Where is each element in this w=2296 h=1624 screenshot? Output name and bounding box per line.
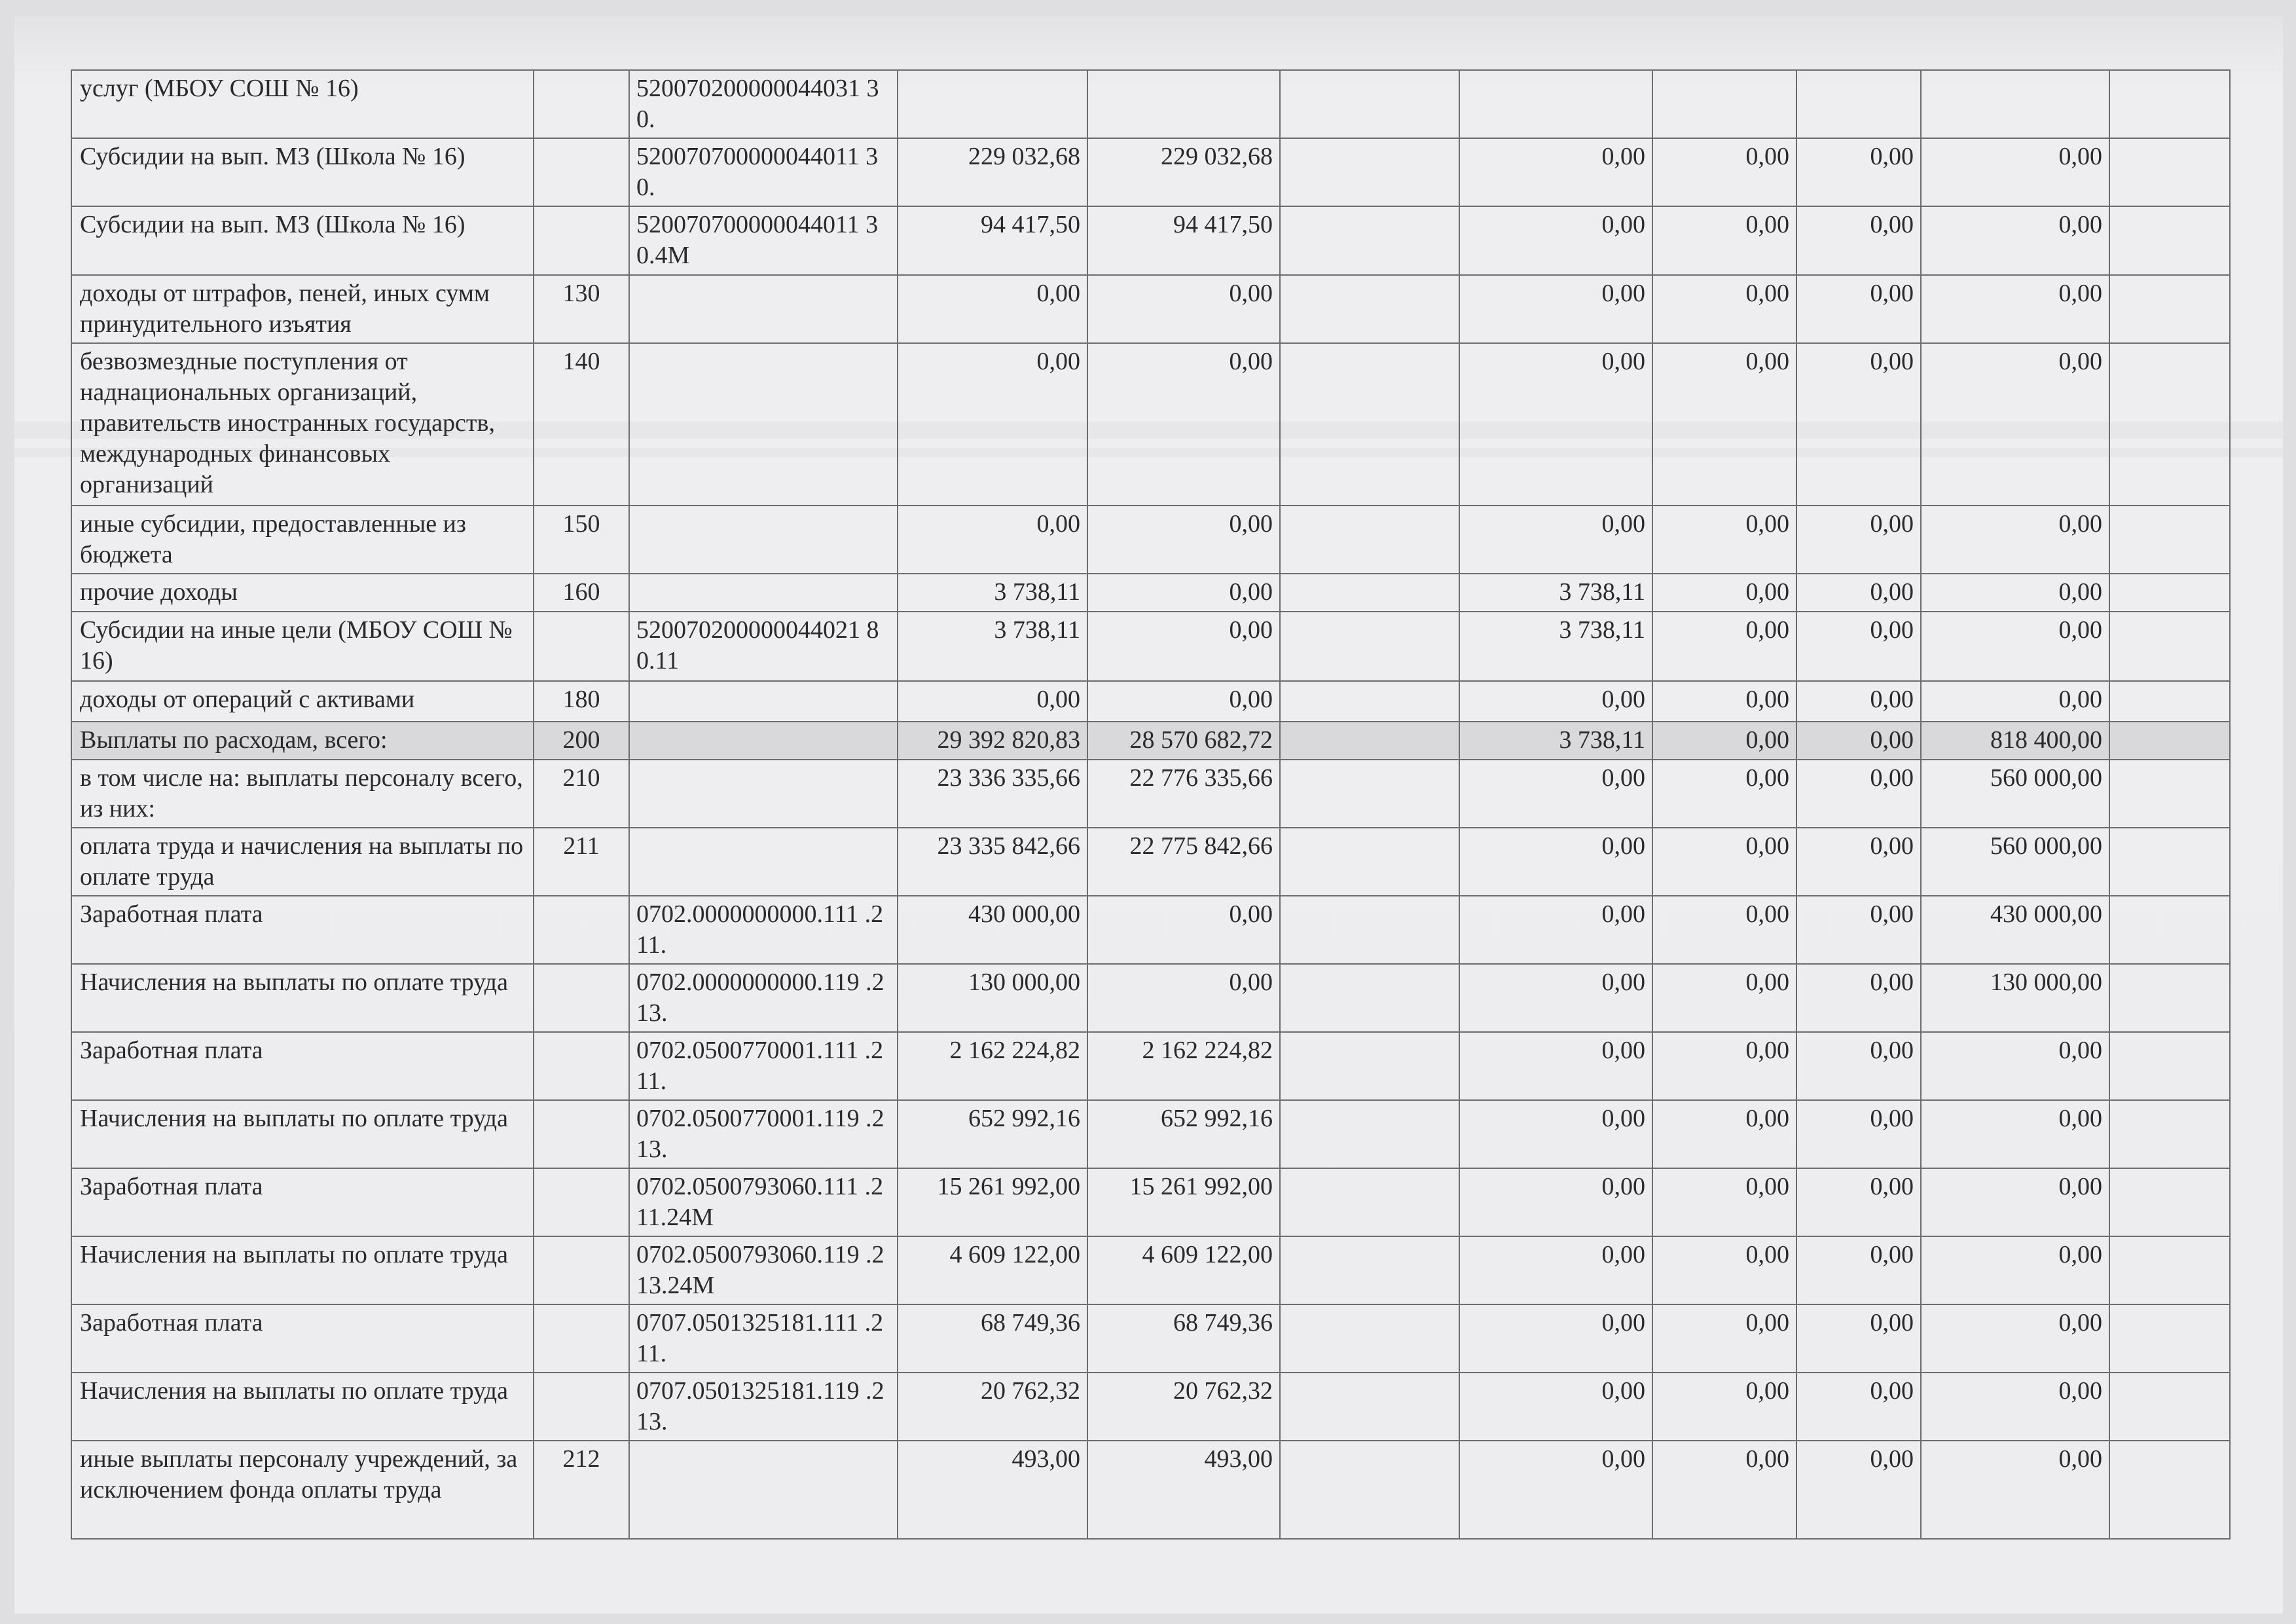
row-name-cell: Субсидии на вып. МЗ (Школа № 16) [71, 206, 534, 275]
column-11-cell [2109, 1236, 2230, 1304]
paid-services-cell: 0,00 [1921, 1100, 2109, 1168]
column-5-cell [1280, 1236, 1459, 1304]
row-name-cell: доходы от операций с активами [71, 681, 534, 722]
other-purpose-subsidy-cell: 0,00 [1459, 506, 1652, 574]
column-7-cell: 0,00 [1652, 1441, 1796, 1539]
column-11-cell [2109, 70, 2230, 138]
column-11-cell [2109, 1100, 2230, 1168]
kbk-code-cell [629, 275, 898, 343]
column-11-cell [2109, 275, 2230, 343]
table-row [71, 964, 2230, 1032]
row-name-cell: Заработная плата [71, 896, 534, 964]
municipal-task-subsidy-cell: 652 992,16 [1087, 1100, 1280, 1168]
row-code-cell: 160 [534, 574, 629, 612]
kbk-code-cell [629, 1441, 898, 1539]
other-purpose-subsidy-cell: 0,00 [1459, 828, 1652, 896]
other-purpose-subsidy-cell: 3 738,11 [1459, 612, 1652, 681]
column-5-cell [1280, 828, 1459, 896]
total-cell: 0,00 [898, 506, 1087, 574]
paid-services-cell: 0,00 [1921, 1032, 2109, 1100]
table-row [71, 206, 2230, 275]
table-row [71, 681, 2230, 722]
municipal-task-subsidy-cell: 22 775 842,66 [1087, 828, 1280, 896]
column-8-cell: 0,00 [1796, 760, 1921, 828]
paid-services-cell: 0,00 [1921, 206, 2109, 275]
municipal-task-subsidy-cell: 0,00 [1087, 343, 1280, 506]
column-5-cell [1280, 722, 1459, 760]
table-row [71, 1373, 2230, 1441]
kbk-code-cell: 520070700000044011 30. [629, 138, 898, 206]
municipal-task-subsidy-cell: 2 162 224,82 [1087, 1032, 1280, 1100]
table-row [71, 1168, 2230, 1236]
column-8-cell: 0,00 [1796, 1373, 1921, 1441]
column-8-cell: 0,00 [1796, 1441, 1921, 1539]
column-7-cell: 0,00 [1652, 1032, 1796, 1100]
row-name-cell: Субсидии на вып. МЗ (Школа № 16) [71, 138, 534, 206]
municipal-task-subsidy-cell: 0,00 [1087, 574, 1280, 612]
column-8-cell: 0,00 [1796, 1032, 1921, 1100]
other-purpose-subsidy-cell: 0,00 [1459, 760, 1652, 828]
kbk-code-cell [629, 343, 898, 506]
other-purpose-subsidy-cell: 0,00 [1459, 896, 1652, 964]
total-cell: 3 738,11 [898, 612, 1087, 681]
row-name-cell: Начисления на выплаты по оплате труда [71, 964, 534, 1032]
row-code-cell: 200 [534, 722, 629, 760]
column-11-cell [2109, 722, 2230, 760]
column-8-cell: 0,00 [1796, 681, 1921, 722]
kbk-code-cell: 0702.0500770001.119 .213. [629, 1100, 898, 1168]
table-row [71, 138, 2230, 206]
total-cell: 4 609 122,00 [898, 1236, 1087, 1304]
row-name-cell: прочие доходы [71, 574, 534, 612]
other-purpose-subsidy-cell: 0,00 [1459, 964, 1652, 1032]
column-11-cell [2109, 138, 2230, 206]
column-5-cell [1280, 1441, 1459, 1539]
column-8-cell: 0,00 [1796, 1236, 1921, 1304]
row-code-cell [534, 1100, 629, 1168]
paid-services-cell: 0,00 [1921, 574, 2109, 612]
column-11-cell [2109, 760, 2230, 828]
kbk-code-cell: 0702.0000000000.111 .211. [629, 896, 898, 964]
column-7-cell: 0,00 [1652, 722, 1796, 760]
total-cell: 229 032,68 [898, 138, 1087, 206]
column-11-cell [2109, 506, 2230, 574]
row-name-cell: Заработная плата [71, 1168, 534, 1236]
other-purpose-subsidy-cell: 0,00 [1459, 1032, 1652, 1100]
other-purpose-subsidy-cell: 0,00 [1459, 681, 1652, 722]
row-code-cell [534, 896, 629, 964]
other-purpose-subsidy-cell: 0,00 [1459, 1441, 1652, 1539]
column-7-cell [1652, 70, 1796, 138]
column-8-cell: 0,00 [1796, 506, 1921, 574]
municipal-task-subsidy-cell: 493,00 [1087, 1441, 1280, 1539]
total-cell: 20 762,32 [898, 1373, 1087, 1441]
table-row [71, 1236, 2230, 1304]
other-purpose-subsidy-cell: 0,00 [1459, 275, 1652, 343]
table-row [71, 612, 2230, 681]
kbk-code-cell [629, 828, 898, 896]
column-5-cell [1280, 138, 1459, 206]
column-11-cell [2109, 681, 2230, 722]
row-code-cell [534, 206, 629, 275]
other-purpose-subsidy-cell: 0,00 [1459, 206, 1652, 275]
column-8-cell: 0,00 [1796, 828, 1921, 896]
kbk-code-cell: 0702.0500793060.119 .213.24М [629, 1236, 898, 1304]
column-11-cell [2109, 896, 2230, 964]
column-8-cell: 0,00 [1796, 612, 1921, 681]
kbk-code-cell: 0707.0501325181.119 .213. [629, 1373, 898, 1441]
column-11-cell [2109, 612, 2230, 681]
paid-services-cell: 0,00 [1921, 138, 2109, 206]
kbk-code-cell [629, 760, 898, 828]
column-5-cell [1280, 1373, 1459, 1441]
paid-services-cell: 0,00 [1921, 506, 2109, 574]
kbk-code-cell: 0702.0000000000.119 .213. [629, 964, 898, 1032]
kbk-code-cell: 520070700000044011 30.4М [629, 206, 898, 275]
row-name-cell: услуг (МБОУ СОШ № 16) [71, 70, 534, 138]
column-8-cell [1796, 70, 1921, 138]
row-code-cell: 130 [534, 275, 629, 343]
total-cell: 0,00 [898, 275, 1087, 343]
total-cell: 3 738,11 [898, 574, 1087, 612]
column-11-cell [2109, 1304, 2230, 1373]
row-name-cell: иные субсидии, предоставленные из бюджета [71, 506, 534, 574]
table-row [71, 1100, 2230, 1168]
row-code-cell [534, 1304, 629, 1373]
total-cell: 652 992,16 [898, 1100, 1087, 1168]
column-8-cell: 0,00 [1796, 574, 1921, 612]
column-11-cell [2109, 828, 2230, 896]
row-code-cell [534, 1168, 629, 1236]
total-cell: 130 000,00 [898, 964, 1087, 1032]
paid-services-cell: 0,00 [1921, 681, 2109, 722]
column-11-cell [2109, 1168, 2230, 1236]
municipal-task-subsidy-cell: 15 261 992,00 [1087, 1168, 1280, 1236]
municipal-task-subsidy-cell: 68 749,36 [1087, 1304, 1280, 1373]
total-cell: 493,00 [898, 1441, 1087, 1539]
column-5-cell [1280, 1168, 1459, 1236]
row-name-cell: в том числе на: выплаты персоналу всего, из них: [71, 760, 534, 828]
table-row [71, 828, 2230, 896]
row-code-cell [534, 964, 629, 1032]
row-code-cell [534, 612, 629, 681]
column-7-cell: 0,00 [1652, 138, 1796, 206]
column-8-cell: 0,00 [1796, 275, 1921, 343]
municipal-task-subsidy-cell: 229 032,68 [1087, 138, 1280, 206]
row-code-cell [534, 70, 629, 138]
column-5-cell [1280, 206, 1459, 275]
municipal-task-subsidy-cell: 20 762,32 [1087, 1373, 1280, 1441]
column-5-cell [1280, 612, 1459, 681]
row-code-cell: 212 [534, 1441, 629, 1539]
row-name-cell: Начисления на выплаты по оплате труда [71, 1373, 534, 1441]
column-7-cell: 0,00 [1652, 275, 1796, 343]
municipal-task-subsidy-cell: 94 417,50 [1087, 206, 1280, 275]
row-code-cell: 210 [534, 760, 629, 828]
column-5-cell [1280, 1032, 1459, 1100]
kbk-code-cell [629, 574, 898, 612]
kbk-code-cell [629, 506, 898, 574]
other-purpose-subsidy-cell: 0,00 [1459, 1168, 1652, 1236]
column-8-cell: 0,00 [1796, 1100, 1921, 1168]
municipal-task-subsidy-cell: 4 609 122,00 [1087, 1236, 1280, 1304]
row-name-cell: Начисления на выплаты по оплате труда [71, 1236, 534, 1304]
total-cell: 0,00 [898, 681, 1087, 722]
column-5-cell [1280, 506, 1459, 574]
column-7-cell: 0,00 [1652, 760, 1796, 828]
total-cell: 2 162 224,82 [898, 1032, 1087, 1100]
column-11-cell [2109, 574, 2230, 612]
municipal-task-subsidy-cell: 0,00 [1087, 506, 1280, 574]
municipal-task-subsidy-cell: 0,00 [1087, 612, 1280, 681]
paid-services-cell: 0,00 [1921, 1168, 2109, 1236]
column-7-cell: 0,00 [1652, 681, 1796, 722]
column-8-cell: 0,00 [1796, 1168, 1921, 1236]
column-7-cell: 0,00 [1652, 506, 1796, 574]
other-purpose-subsidy-cell: 0,00 [1459, 1236, 1652, 1304]
row-name-cell: Субсидии на иные цели (МБОУ СОШ № 16) [71, 612, 534, 681]
row-code-cell: 140 [534, 343, 629, 506]
other-purpose-subsidy-cell: 3 738,11 [1459, 574, 1652, 612]
row-code-cell [534, 138, 629, 206]
other-purpose-subsidy-cell: 0,00 [1459, 343, 1652, 506]
kbk-code-cell: 0702.0500793060.111 .211.24М [629, 1168, 898, 1236]
row-code-cell [534, 1032, 629, 1100]
column-8-cell: 0,00 [1796, 896, 1921, 964]
table-row [71, 343, 2230, 506]
column-8-cell: 0,00 [1796, 138, 1921, 206]
municipal-task-subsidy-cell: 22 776 335,66 [1087, 760, 1280, 828]
column-11-cell [2109, 964, 2230, 1032]
table-row [71, 760, 2230, 828]
kbk-code-cell [629, 681, 898, 722]
table-row [71, 70, 2230, 138]
paid-services-cell: 430 000,00 [1921, 896, 2109, 964]
row-code-cell [534, 1236, 629, 1304]
table-row [71, 1304, 2230, 1373]
column-5-cell [1280, 1100, 1459, 1168]
column-8-cell: 0,00 [1796, 964, 1921, 1032]
paid-services-cell: 560 000,00 [1921, 828, 2109, 896]
total-cell: 29 392 820,83 [898, 722, 1087, 760]
table-row-total-expenses [71, 722, 2230, 760]
column-7-cell: 0,00 [1652, 896, 1796, 964]
column-5-cell [1280, 343, 1459, 506]
column-7-cell: 0,00 [1652, 206, 1796, 275]
row-name-cell: доходы от штрафов, пеней, иных сумм принудительного изъятия [71, 275, 534, 343]
municipal-task-subsidy-cell: 28 570 682,72 [1087, 722, 1280, 760]
total-cell [898, 70, 1087, 138]
kbk-code-cell: 0702.0500770001.111 .211. [629, 1032, 898, 1100]
column-8-cell: 0,00 [1796, 206, 1921, 275]
column-7-cell: 0,00 [1652, 574, 1796, 612]
paid-services-cell: 560 000,00 [1921, 760, 2109, 828]
paid-services-cell [1921, 70, 2109, 138]
column-5-cell [1280, 896, 1459, 964]
column-5-cell [1280, 70, 1459, 138]
paid-services-cell: 818 400,00 [1921, 722, 2109, 760]
row-name-cell: Заработная плата [71, 1032, 534, 1100]
column-11-cell [2109, 1373, 2230, 1441]
column-5-cell [1280, 964, 1459, 1032]
table-row [71, 896, 2230, 964]
kbk-code-cell: 520070200000044031 30. [629, 70, 898, 138]
kbk-code-cell: 520070200000044021 80.11 [629, 612, 898, 681]
table-row [71, 1441, 2230, 1539]
paid-services-cell: 0,00 [1921, 1373, 2109, 1441]
paid-services-cell: 0,00 [1921, 343, 2109, 506]
total-cell: 94 417,50 [898, 206, 1087, 275]
total-cell: 23 336 335,66 [898, 760, 1087, 828]
municipal-task-subsidy-cell [1087, 70, 1280, 138]
column-5-cell [1280, 760, 1459, 828]
column-5-cell [1280, 681, 1459, 722]
column-7-cell: 0,00 [1652, 1100, 1796, 1168]
column-5-cell [1280, 574, 1459, 612]
table-row [71, 506, 2230, 574]
column-8-cell: 0,00 [1796, 1304, 1921, 1373]
other-purpose-subsidy-cell: 0,00 [1459, 1304, 1652, 1373]
row-name-cell: Начисления на выплаты по оплате труда [71, 1100, 534, 1168]
total-cell: 0,00 [898, 343, 1087, 506]
column-7-cell: 0,00 [1652, 1373, 1796, 1441]
row-name-cell: оплата труда и начисления на выплаты по оплате труда [71, 828, 534, 896]
other-purpose-subsidy-cell: 3 738,11 [1459, 722, 1652, 760]
row-code-cell: 180 [534, 681, 629, 722]
column-7-cell: 0,00 [1652, 343, 1796, 506]
row-name-cell: Выплаты по расходам, всего: [71, 722, 534, 760]
row-name-cell: Заработная плата [71, 1304, 534, 1373]
column-7-cell: 0,00 [1652, 828, 1796, 896]
row-code-cell: 150 [534, 506, 629, 574]
financial-plan-table [71, 69, 2231, 1540]
municipal-task-subsidy-cell: 0,00 [1087, 896, 1280, 964]
kbk-code-cell [629, 722, 898, 760]
column-11-cell [2109, 206, 2230, 275]
row-code-cell [534, 1373, 629, 1441]
other-purpose-subsidy-cell [1459, 70, 1652, 138]
column-11-cell [2109, 1032, 2230, 1100]
municipal-task-subsidy-cell: 0,00 [1087, 275, 1280, 343]
paid-services-cell: 0,00 [1921, 1236, 2109, 1304]
paid-services-cell: 130 000,00 [1921, 964, 2109, 1032]
paid-services-cell: 0,00 [1921, 1304, 2109, 1373]
column-7-cell: 0,00 [1652, 1236, 1796, 1304]
table-row [71, 275, 2230, 343]
total-cell: 430 000,00 [898, 896, 1087, 964]
column-7-cell: 0,00 [1652, 612, 1796, 681]
table-row [71, 1032, 2230, 1100]
column-11-cell [2109, 1441, 2230, 1539]
column-7-cell: 0,00 [1652, 1168, 1796, 1236]
other-purpose-subsidy-cell: 0,00 [1459, 1100, 1652, 1168]
municipal-task-subsidy-cell: 0,00 [1087, 964, 1280, 1032]
row-name-cell: безвозмездные поступления от наднациональных организаций, правительств иностранных государств, международных финансовых организаций [71, 343, 534, 506]
column-8-cell: 0,00 [1796, 722, 1921, 760]
paid-services-cell: 0,00 [1921, 275, 2109, 343]
column-8-cell: 0,00 [1796, 343, 1921, 506]
column-7-cell: 0,00 [1652, 1304, 1796, 1373]
paid-services-cell: 0,00 [1921, 1441, 2109, 1539]
row-name-cell: иные выплаты персоналу учреждений, за исключением фонда оплаты труда [71, 1441, 534, 1539]
other-purpose-subsidy-cell: 0,00 [1459, 138, 1652, 206]
column-11-cell [2109, 343, 2230, 506]
municipal-task-subsidy-cell: 0,00 [1087, 681, 1280, 722]
total-cell: 15 261 992,00 [898, 1168, 1087, 1236]
column-7-cell: 0,00 [1652, 964, 1796, 1032]
row-code-cell: 211 [534, 828, 629, 896]
table-row [71, 574, 2230, 612]
column-5-cell [1280, 1304, 1459, 1373]
paid-services-cell: 0,00 [1921, 612, 2109, 681]
kbk-code-cell: 0707.0501325181.111 .211. [629, 1304, 898, 1373]
column-5-cell [1280, 275, 1459, 343]
other-purpose-subsidy-cell: 0,00 [1459, 1373, 1652, 1441]
total-cell: 68 749,36 [898, 1304, 1087, 1373]
total-cell: 23 335 842,66 [898, 828, 1087, 896]
